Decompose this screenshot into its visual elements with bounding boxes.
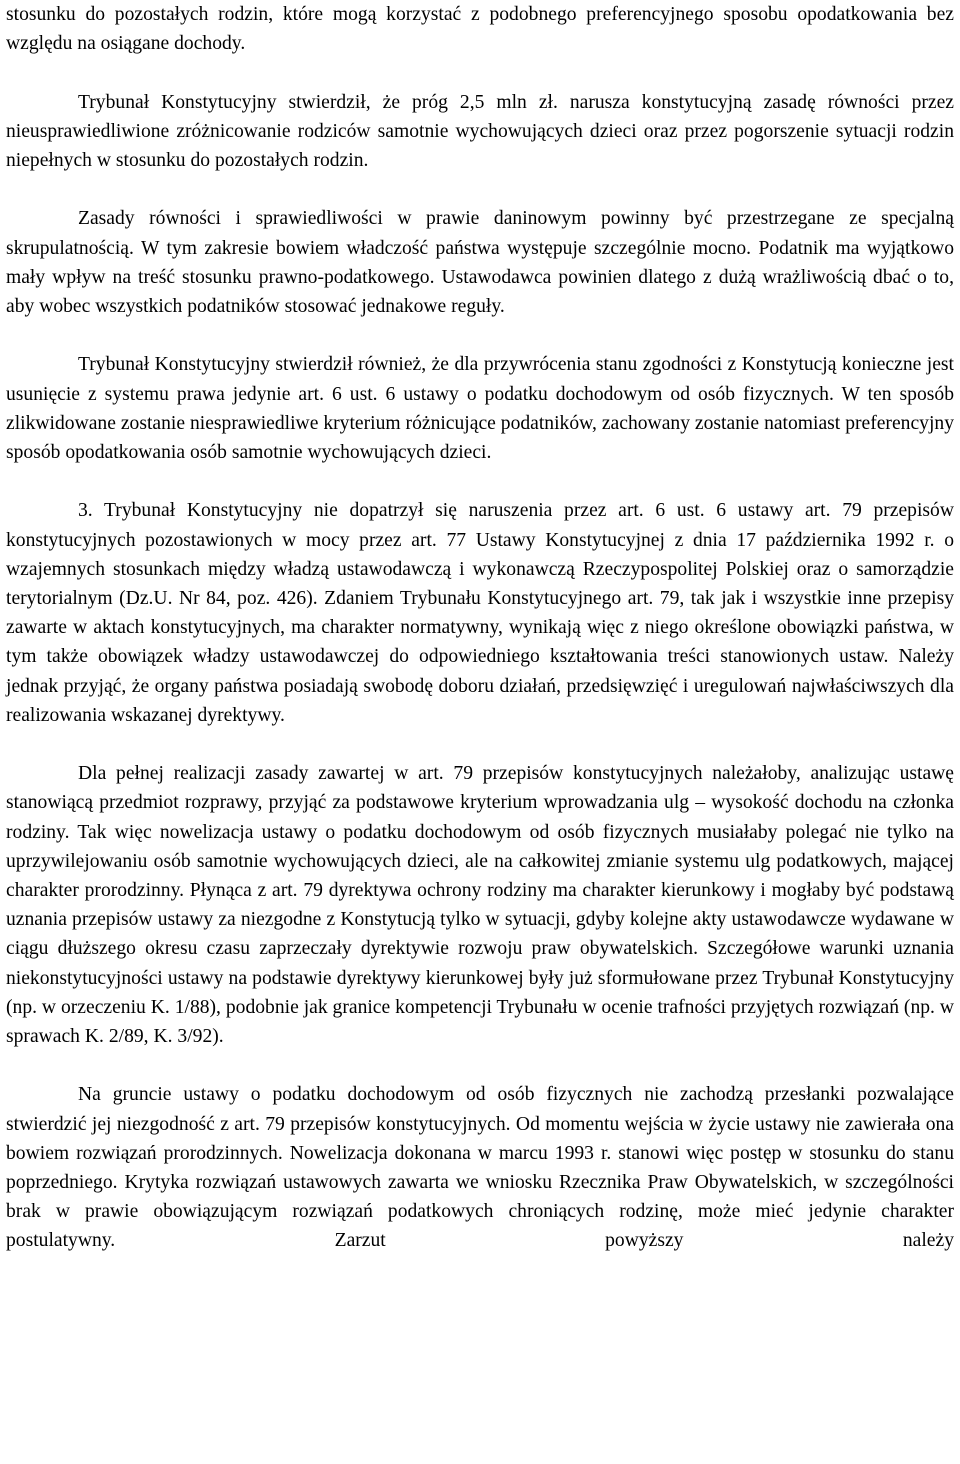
paragraph-gap	[6, 730, 954, 759]
paragraph-gap	[6, 321, 954, 350]
paragraph-pelna-realizacja: Dla pełnej realizacji zasady zawartej w art. 79 przepisów konstytucyjnych należałoby, analizując ustawę stanowiącą przedmiot rozprawy, przyjąć za podstawowe kryterium wprowadzania ulg – wysokość dochodu na członka rodziny. Tak więc nowelizacja ustawy o podatku dochodowym od osób fizycznych musiałaby polegać nie tylko na uprzywilejowaniu osób samotnie wychowujących dzieci, ale na całkowitej zmianie systemu ulg podatkowych, mającej charakter prorodzinny. Płynąca z art. 79 dyrektywa ochrony rodziny ma charakter kierunkowy i mogłaby być podstawą uznania przepisów ustawy za niezgodne z Konstytucją tylko w sytuacji, gdyby kolejne akty ustawodawcze wydawane w ciągu dłuższego okresu czasu zaprzeczały dyrektywie rozwoju praw obywatelskich. Szczegółowe warunki uznania niekonstytucyjności ustawy na podstawie dyrektywy kierunkowej były już sformułowane przez Trybunał Konstytucyjny (np. w orzeczeniu K. 1/88), podobnie jak granice kompetencji Trybunału w ocenie trafności przyjętych rozwiązań (np. w sprawach K. 2/89, K. 3/92).	[6, 763, 954, 1048]
paragraph-na-gruncie-ustawy: Na gruncie ustawy o podatku dochodowym od osób fizycznych nie zachodzą przesłanki pozwalające stwierdzić jej niezgodność z art. 79 przepisów konstytucyjnych. Od momentu wejścia w życie ustawy nie zawierała ona bowiem rozwiązań prorodzinnych. Nowelizacja dokonana w marcu 1993 r. stanowi więc postęp w stosunku do stanu poprzedniego. Krytyka rozwiązań ustawowych zawarta we wniosku Rzecznika Praw Obywatelskich, w szczególności brak w prawie obowiązującym rozwiązań podatkowych chroniących rodzinę, może mieć jedynie charakter postulatywny. Zarzut powyższy należy	[6, 1084, 954, 1252]
paragraph-zasady-rownosci: Zasady równości i sprawiedliwości w prawie daninowym powinny być przestrzegane ze specjalną skrupulatnością. W tym zakresie bowiem władczość państwa występuje szczególnie mocno. Podatnik ma wyjątkowo mały wpływ na treść stosunku prawno-podatkowego. Ustawodawca powinien dlatego z dużą wrażliwością dbać o to, aby wobec wszystkich podatników stosować jednakowe reguły.	[6, 208, 954, 317]
document-page	[6, 0, 954, 1256]
paragraph-gap	[6, 58, 954, 87]
paragraph-gap	[6, 467, 954, 496]
paragraph-gap	[6, 175, 954, 204]
paragraph-continuation: stosunku do pozostałych rodzin, które mogą korzystać z podobnego preferencyjnego sposobu opodatkowania bez względu na osiągane dochody.	[6, 4, 954, 55]
paragraph-prog-dochodowy: Trybunał Konstytucyjny stwierdził, że próg 2,5 mln zł. narusza konstytucyjną zasadę równości przez nieusprawiedliwione zróżnicowanie rodziców samotnie wychowujących dzieci oraz przez pogorszenie sytuacji rodzin niepełnych w stosunku do pozostałych rodzin.	[6, 91, 954, 171]
paragraph-gap	[6, 1051, 954, 1080]
paragraph-przywrocenie-zgodnosci: Trybunał Konstytucyjny stwierdził również, że dla przywrócenia stanu zgodności z Konstytucją konieczne jest usunięcie z systemu prawa jedynie art. 6 ust. 6 ustawy o podatku dochodowym od osób fizycznych. W ten sposób zlikwidowane zostanie niesprawiedliwe kryterium różnicujące podatników, zachowany zostanie natomiast preferencyjny sposób opodatkowania osób samotnie wychowujących dzieci.	[6, 354, 954, 463]
paragraph-point-3: 3. Trybunał Konstytucyjny nie dopatrzył się naruszenia przez art. 6 ust. 6 ustawy art. 79 przepisów konstytucyjnych pozostawionych w mocy przez art. 77 Ustawy Konstytucyjnej z dnia 17 października 1992 r. o wzajemnych stosunkach między władzą ustawodawczą i wykonawczą Rzeczypospolitej Polskiej oraz o samorządzie terytorialnym (Dz.U. Nr 84, poz. 426). Zdaniem Trybunału Konstytucyjnego art. 79, tak jak i wszystkie inne przepisy zawarte w aktach konstytucyjnych, ma charakter normatywny, wynikają więc z niego określone obowiązki państwa, w tym także obowiązek władzy ustawodawczej do odpowiedniego kształtowania treści stanowionych ustaw. Należy jednak przyjąć, że organy państwa posiadają swobodę doboru działań, przedsięwzięć i uregulowań najwłaściwszych dla realizowania wskazanej dyrektywy.	[6, 500, 954, 726]
